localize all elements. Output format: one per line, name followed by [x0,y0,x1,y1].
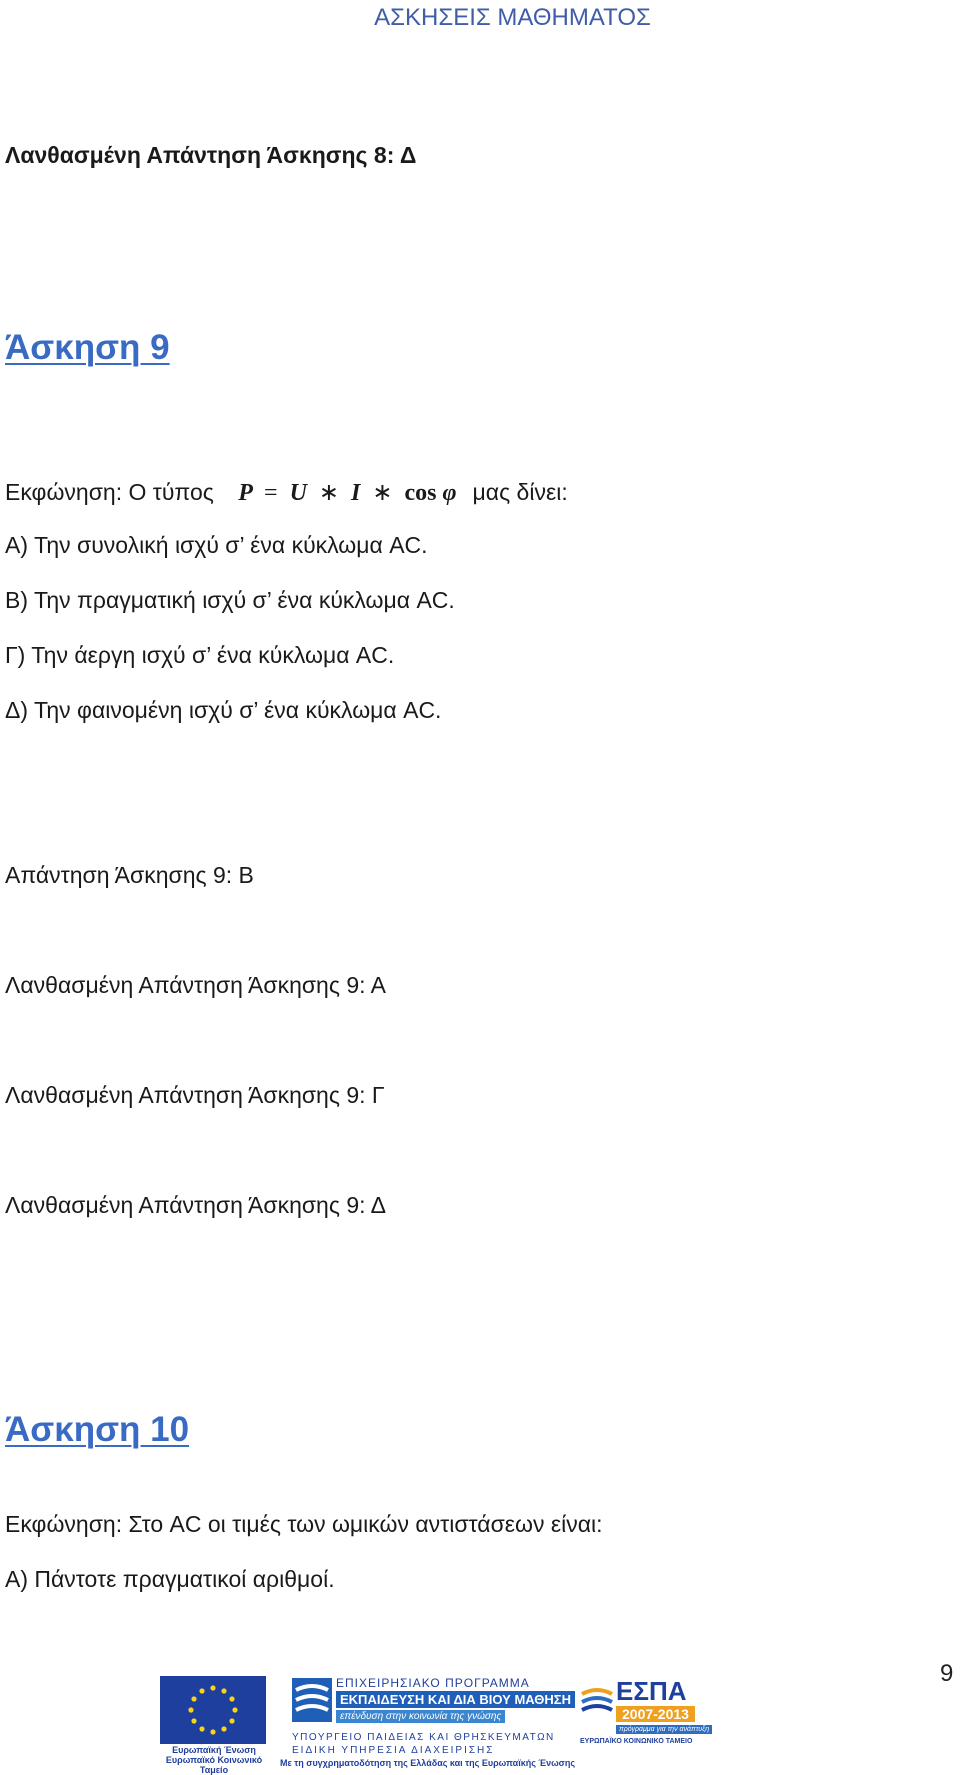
exercise-9-option-c: Γ) Την άεργη ισχύ σ’ ένα κύκλωμα AC. [5,642,395,668]
exercise-9-option-b: Β) Την πραγματική ισχύ σ’ ένα κύκλωμα AC. [5,587,455,613]
running-header: ΑΣΚΗΣΕΙΣ ΜΑΘΗΜΑΤΟΣ [374,4,651,31]
page-number: 9 [940,1660,954,1687]
education-program-logo-icon [292,1678,332,1722]
exercise-9-wrong-d: Λανθασμένη Απάντηση Άσκησης 9: Δ [5,1192,386,1218]
formula-mul-2: ∗ [372,480,393,506]
formula-P: P [238,480,253,506]
exercise-9-prompt [5,478,568,507]
espa-title: ΕΣΠΑ [616,1676,687,1706]
espa-fund-label: ΕΥΡΩΠΑΪΚΟ ΚΟΙΝΩΝΙΚΟ ΤΑΜΕΙΟ [580,1738,693,1745]
exercise-10-option-a: Α) Πάντοτε πραγματικοί αριθμοί. [5,1566,335,1592]
exercise-9-answer: Απάντηση Άσκησης 9: Β [5,862,254,888]
funding-logos-footer [160,1676,720,1775]
espa-logo-icon [580,1686,614,1716]
espa-slogan: πρόγραμμα για την ανάπτυξη [616,1725,712,1734]
formula-mul-1: ∗ [318,480,340,506]
program-title-1: ΕΠΙΧΕΙΡΗΣΙΑΚΟ ΠΡΟΓΡΑΜΜΑ [336,1676,530,1690]
formula-eq: = [264,480,278,506]
exercise-9-option-d: Δ) Την φαινομένη ισχύ σ’ ένα κύκλωμα AC. [5,697,442,723]
prompt-tail: μας δίνει: [472,479,568,505]
cofunding-label: Με τη συγχρηματοδότηση της Ελλάδας και της Ευρωπαϊκής Ένωσης [280,1758,576,1768]
exercise-9-wrong-c: Λανθασμένη Απάντηση Άσκησης 9: Γ [5,1082,385,1108]
authority-label: ΕΙΔΙΚΗ ΥΠΗΡΕΣΙΑ ΔΙΑΧΕΙΡΙΣΗΣ [292,1745,495,1756]
eu-flag-icon [160,1676,266,1744]
ministry-label: ΥΠΟΥΡΓΕΙΟ ΠΑΙΔΕΙΑΣ ΚΑΙ ΘΡΗΣΚΕΥΜΑΤΩΝ [292,1732,555,1743]
program-title-2: ΕΚΠΑΙΔΕΥΣΗ ΚΑΙ ΔΙΑ ΒΙΟΥ ΜΑΘΗΣΗ [336,1691,575,1708]
power-formula [238,480,462,506]
program-slogan: επένδυση στην κοινωνία της γνώσης [336,1710,505,1723]
eu-caption: Ευρωπαϊκή Ένωση Ευρωπαϊκό Κοινωνικό Ταμείο [165,1745,263,1775]
formula-phi: φ [442,480,457,506]
prompt-label: Εκφώνηση: Ο τύπος [5,479,214,505]
formula-cos: cos [404,480,437,506]
exercise-10-heading[interactable]: Άσκηση 10 [5,1410,190,1449]
formula-I: I [351,480,361,506]
exercise-10-prompt: Εκφώνηση: Στο AC οι τιμές των ωμικών αντιστάσεων είναι: [5,1511,603,1537]
prev-wrong-answer: Λανθασμένη Απάντηση Άσκησης 8: Δ [5,142,417,168]
formula-U: U [289,480,307,506]
exercise-9-heading[interactable]: Άσκηση 9 [5,328,170,367]
exercise-9-wrong-a: Λανθασμένη Απάντηση Άσκησης 9: Α [5,972,386,998]
espa-years: 2007-2013 [616,1706,695,1722]
exercise-9-option-a: Α) Την συνολική ισχύ σ’ ένα κύκλωμα AC. [5,532,428,558]
